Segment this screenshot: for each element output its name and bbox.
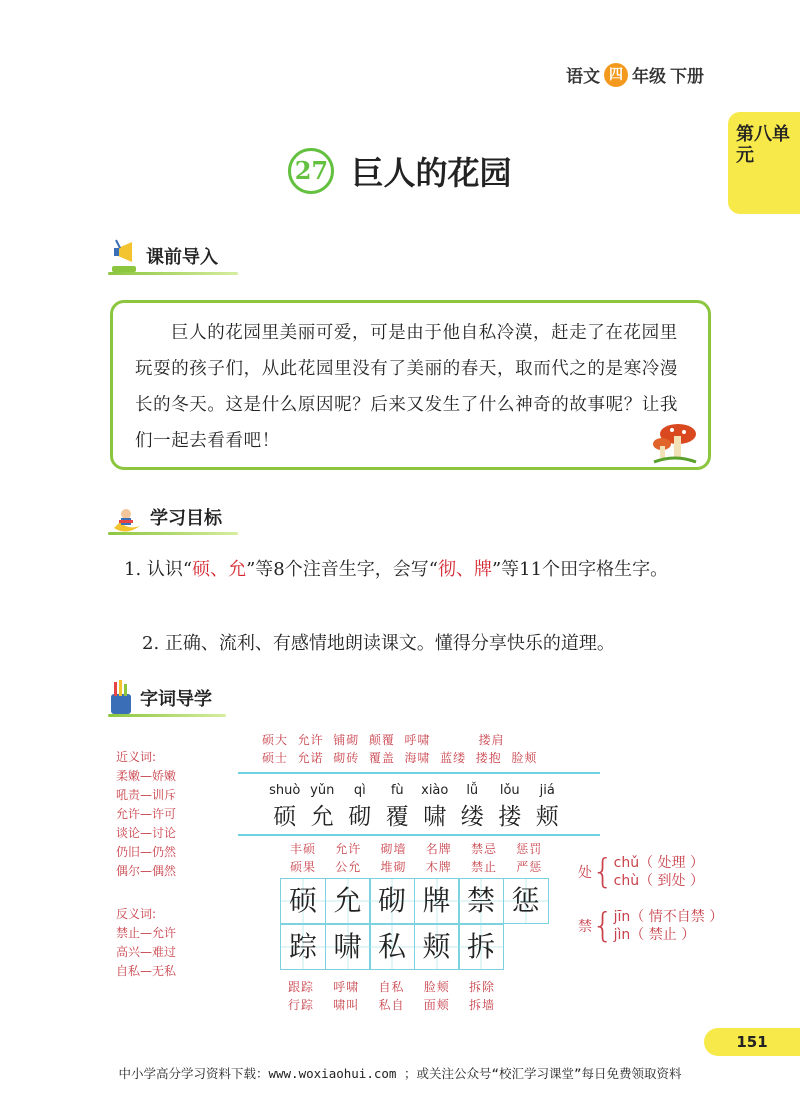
word-note-line: 行踪 啸叫 私自 面颊 拆墙: [288, 998, 496, 1012]
grade-badge: 四: [604, 63, 628, 87]
pinyin-label: qì: [353, 783, 366, 798]
writing-grid-row-1: [280, 878, 547, 924]
hanzi-char: 硕: [273, 804, 297, 830]
synonym-item: 柔嫩—娇嫩: [116, 769, 177, 783]
goal-1-highlight-2: 彻、牌: [437, 559, 492, 580]
lesson-title-text: 巨人的花园: [351, 154, 512, 192]
synonyms-title: 近义词:: [116, 750, 157, 764]
divider-line: [238, 834, 600, 836]
polyphone-reading: jìn（ 禁止 ）: [613, 927, 696, 943]
antonym-item: 自私—无私: [116, 964, 177, 978]
pinyin-label: jiá: [539, 783, 555, 798]
book-header: [566, 62, 704, 87]
synonyms-note: [116, 748, 176, 881]
synonym-item: 仍旧—仍然: [116, 845, 177, 859]
grid-char: 踪: [280, 924, 326, 970]
intro-heading-label: 课前导入: [146, 247, 218, 268]
goal-1-text-a: 1. 认识“: [124, 559, 193, 580]
polyphone-reading: jīn（ 情不自禁 ）: [613, 909, 724, 925]
antonym-item: 禁止—允许: [116, 926, 177, 940]
word-note-line: 跟踪 呼啸 自私 脸颊 拆除: [288, 980, 496, 994]
pinyin-label: xiào: [421, 783, 449, 798]
pinyin-label: shuò: [269, 783, 301, 798]
intro-heading: [108, 238, 238, 275]
goals-heading: [108, 500, 238, 535]
moon-reader-icon: [108, 500, 144, 534]
pinyin-label: fù: [390, 783, 404, 798]
pinyin-label: lǚ: [466, 783, 479, 798]
antonym-item: 高兴—难过: [116, 945, 177, 959]
polyphone-chu: [578, 854, 704, 890]
polyphone-reading: chù（ 到处 ）: [613, 873, 704, 889]
goal-1-text-b: ”等8个注音生字，会写“: [246, 559, 438, 580]
divider-line: [238, 772, 600, 774]
vocab-heading: [108, 680, 226, 717]
hanzi-char: 颊: [535, 804, 559, 830]
grid-char: 允: [325, 878, 371, 924]
word-note-line: 硕大 允许 铺砌 颠覆 呼啸 搂肩: [262, 733, 505, 747]
lesson-title: [0, 148, 800, 194]
intro-text: 巨人的花园里美丽可爱，可是由于他自私冷漠，赶走了在花园里玩耍的孩子们，从此花园里没有了美丽的春天，取而代之的是寒冷漫长的冬天。这是什么原因呢？后来又发生了什么神奇的故事呢？让我们一起去看看吧！: [135, 323, 678, 451]
goal-1: [124, 552, 700, 588]
polyphone-jin: [578, 908, 723, 944]
brace-icon: {: [592, 906, 614, 946]
goals-heading-label: 学习目标: [150, 508, 222, 529]
volume-label: 下册: [670, 67, 704, 87]
pencil-cup-icon: [108, 680, 134, 716]
hanzi-char: 允: [310, 804, 334, 830]
synonym-item: 谈论—讨论: [116, 826, 177, 840]
antonyms-note: [116, 905, 176, 981]
unit-tab-text: 第八单元: [736, 124, 790, 166]
subject-label: 语文: [566, 67, 600, 87]
synonym-item: 允许—许可: [116, 807, 177, 821]
polyphone-char: 处: [578, 865, 592, 881]
pinyin-row: [266, 783, 566, 798]
polyphone-char: 禁: [578, 919, 592, 935]
page-number: 151: [704, 1028, 800, 1056]
grid-char: 拆: [458, 924, 504, 970]
word-note-line: 硕果 公允 堆砌 木牌 禁止 严惩: [290, 860, 543, 874]
grid-char: 禁: [458, 878, 504, 924]
hanzi-char: 缕: [460, 804, 484, 830]
grid-char: 颊: [414, 924, 460, 970]
megaphone-icon: [108, 238, 140, 274]
grid-char: 砌: [369, 878, 415, 924]
footer-note: 中小学高分学习资料下载：www.woxiaohui.com ；或关注公众号“校汇学习课堂”每日免费领取资料: [118, 1066, 682, 1081]
grade-suffix: 年级: [632, 67, 666, 87]
grid-char: 硕: [280, 878, 326, 924]
vocab-heading-label: 字词导学: [140, 689, 212, 710]
goal-1-text-c: ”等11个田字格生字。: [491, 559, 669, 580]
grid-char: 私: [369, 924, 415, 970]
hanzi-char: 砌: [348, 804, 372, 830]
goal-1-highlight-1: 硕、允: [192, 559, 247, 580]
polyphone-reading: chǔ（ 处理 ）: [613, 855, 704, 871]
hanzi-char: 搂: [498, 804, 522, 830]
pinyin-label: yǔn: [310, 783, 335, 798]
hanzi-row: [266, 798, 566, 831]
writing-grid-row-2: [280, 924, 503, 970]
hanzi-char: 覆: [385, 804, 409, 830]
intro-box: [110, 300, 711, 470]
lesson-number: 27: [288, 148, 334, 194]
hanzi-char: 啸: [423, 804, 447, 830]
word-note-line: 丰硕 允许 砌墙 名牌 禁忌 惩罚: [290, 842, 543, 856]
pinyin-label: lǒu: [499, 783, 520, 798]
grid-char: 啸: [325, 924, 371, 970]
mushroom-icon: [650, 418, 700, 466]
word-note-line: 硕士 允诺 砌砖 覆盖 海啸 蓝缕 搂抱 脸颊: [262, 751, 538, 765]
grid-char: 牌: [414, 878, 460, 924]
synonym-item: 偶尔—偶然: [116, 864, 177, 878]
goal-2: 2. 正确、流利、有感情地朗读课文。懂得分享快乐的道理。: [142, 633, 615, 654]
synonym-item: 吼责—训斥: [116, 788, 177, 802]
brace-icon: {: [592, 852, 614, 892]
antonyms-title: 反义词:: [116, 907, 157, 921]
grid-char: 惩: [503, 878, 549, 924]
